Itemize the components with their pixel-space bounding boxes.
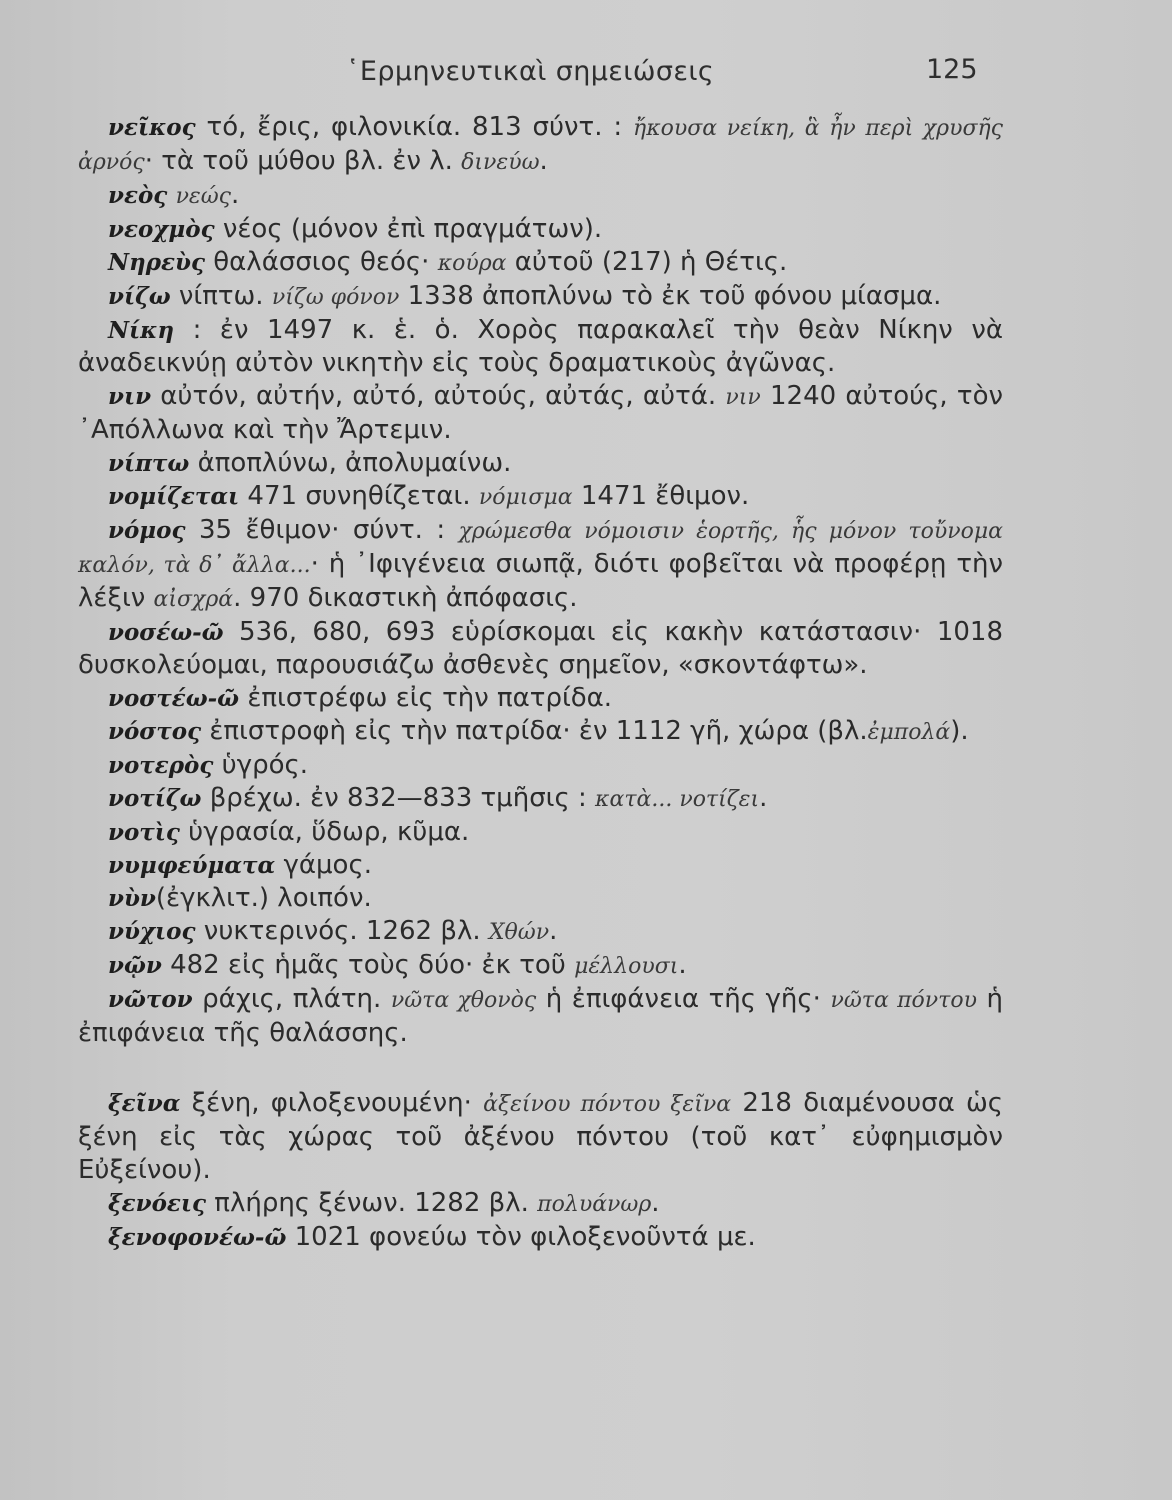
glossary-entry xyxy=(78,179,1003,213)
entry-text: ἡ ἐπιφάνεια τῆς γῆς· xyxy=(536,984,831,1014)
headword: νίζω xyxy=(108,283,171,310)
entry-text: 471 συνηθίζεται. xyxy=(239,481,479,511)
running-title: ῾Ερμηνευτικαὶ σημειώσεις xyxy=(346,56,715,87)
entry-text: αὐτοῦ (217) ἡ Θέτις. xyxy=(506,247,788,277)
italic-quote: ἀξείνου πόντου ξεῖνα xyxy=(483,1092,732,1117)
entry-text: πλήρης ξένων. 1282 βλ. xyxy=(206,1188,538,1218)
entry-text: 218 διαμένουσα ὡς ξένη εἰς τὰς χώρας τοῦ ἀξένου πόντου (τοῦ κατ᾿ εὐφημισμὸν Εὐξείνου). xyxy=(78,1088,1004,1185)
entry-text: ὑγρασία, ὕδωρ, κῦμα. xyxy=(179,817,470,847)
headword: νόστος xyxy=(108,718,202,745)
entry-text: βρέχω. ἐν 832—833 τμῆσις : xyxy=(201,783,596,813)
entry-text: 482 εἰς ἡμᾶς τοὺς δύο· ἐκ τοῦ xyxy=(161,950,575,980)
glossary-entry xyxy=(78,749,1003,782)
entry-text: ). xyxy=(950,716,969,746)
headword: νῷν xyxy=(108,952,162,979)
entry-text: · τὰ τοῦ μύθου βλ. ἐν λ. xyxy=(144,146,462,176)
glossary-entry xyxy=(78,111,1003,179)
entry-text: (ἐγκλιτ.) λοιπόν. xyxy=(155,883,372,913)
page-number: 125 xyxy=(926,54,978,85)
headword: νίπτω xyxy=(108,450,190,477)
entry-text: . xyxy=(539,146,548,176)
entry-text: νέος (μόνον ἐπὶ πραγμάτων). xyxy=(214,214,603,244)
headword: νυμφεύματα xyxy=(108,852,276,879)
entry-text: . xyxy=(549,916,558,946)
italic-quote: κούρα xyxy=(437,251,507,276)
headword: νιν xyxy=(108,383,152,410)
entry-text: ράχις, πλάτη. xyxy=(192,984,391,1014)
glossary-entry xyxy=(78,682,1003,715)
entry-text: θαλάσσιος θεός· xyxy=(205,247,438,277)
headword: νοσέω-ῶ xyxy=(108,619,224,646)
headword: νὺν xyxy=(108,885,156,912)
entry-text: γάμος. xyxy=(275,850,372,880)
headword: ξεῖνα xyxy=(108,1090,181,1117)
glossary-entry xyxy=(78,782,1003,816)
italic-quote: ἐμπολά xyxy=(867,720,951,745)
glossary-entry xyxy=(78,246,1003,280)
entry-text: : ἐν 1497 κ. ἑ. ὁ. Χορὸς παρακαλεῖ τὴν θεὰν Νίκην νὰ ἀναδεικνύῃ αὐτὸν νικητὴν εἰς τοὺς δραματικοὺς ἀγῶνας. xyxy=(78,315,1003,378)
entry-text xyxy=(167,180,175,210)
entry-text: 536, 680, 693 εὑρίσκομαι εἰς κακὴν κατάστασιν· 1018 δυσκολεύομαι, παρουσιάζω ἀσθενὲς σημεῖον, «σκοντάφτω». xyxy=(78,617,1003,680)
glossary-entry xyxy=(78,447,1003,480)
entry-text: 35 ἔθιμον· σύντ. : xyxy=(185,515,459,545)
entry-text: . 970 δικαστικὴ ἀπόφασις. xyxy=(233,583,578,613)
glossary-entry xyxy=(78,1087,1003,1187)
glossary-entry xyxy=(78,280,1003,314)
glossary-entry xyxy=(78,949,1003,983)
italic-quote: νεώς xyxy=(175,184,232,209)
italic-quote: νῶτα χθονὸς xyxy=(390,988,537,1013)
headword: Νηρεὺς xyxy=(108,249,205,276)
headword: νοτὶς xyxy=(108,819,180,846)
headword: νόμος xyxy=(108,517,186,544)
headword: νομίζεται xyxy=(108,483,240,510)
entry-text: αὐτόν, αὐτήν, αὐτό, αὐτούς, αὐτάς, αὐτά. xyxy=(151,381,726,411)
glossary-entry xyxy=(78,480,1003,514)
italic-quote: κατὰ... νοτίζει xyxy=(595,787,760,812)
entry-text: 1471 ἔθιμον. xyxy=(572,481,750,511)
headword: νύχιος xyxy=(108,918,196,945)
headword: Νίκη xyxy=(108,317,175,344)
headword: νοτερὸς xyxy=(108,752,214,779)
entry-text: τό, ἔρις, φιλονικία. 813 σύντ. : xyxy=(195,112,634,142)
page-header xyxy=(0,52,1172,92)
entry-text: · ἡ ᾿Ιφιγένεια σιωπᾷ, διότι φοβεῖται νὰ προφέρῃ τὴν λέξιν xyxy=(78,549,1004,613)
glossary-entry xyxy=(78,514,1003,616)
glossary-entry xyxy=(78,816,1003,849)
entry-text: 1338 ἀποπλύνω τὸ ἐκ τοῦ φόνου μίασμα. xyxy=(399,281,942,311)
italic-quote: πολυάνωρ xyxy=(537,1192,652,1217)
entry-text: ἀποπλύνω, ἀπολυμαίνω. xyxy=(189,448,512,478)
headword: νῶτον xyxy=(108,986,193,1013)
italic-quote: ἤκουσα νείκη, ἃ ἦν περὶ χρυσῆς ἀρνός xyxy=(78,116,1003,175)
glossary-entry xyxy=(78,314,1003,380)
headword: νοστέω-ῶ xyxy=(108,685,240,712)
glossary-entries xyxy=(78,111,1003,1254)
italic-quote: χρώμεσθα νόμοισιν ἑορτῆς, ἧς μόνον τοὔνομα καλόν, τὰ δ᾿ ἄλλα... xyxy=(78,519,1003,578)
headword: νοτίζω xyxy=(108,785,202,812)
entry-text: νυκτερινός. 1262 βλ. xyxy=(195,916,489,946)
glossary-entry xyxy=(78,213,1003,246)
entry-text: ἐπιστροφὴ εἰς τὴν πατρίδα· ἐν 1112 γῆ, χώρα (βλ. xyxy=(201,716,868,746)
glossary-entry xyxy=(78,1187,1003,1221)
headword: νεοχμὸς xyxy=(108,216,215,243)
headword: νεῖκος xyxy=(108,114,196,141)
entry-text: . xyxy=(651,1188,660,1218)
glossary-entry xyxy=(78,1221,1003,1254)
headword: ξενοφονέω-ῶ xyxy=(108,1224,287,1251)
entry-text: . xyxy=(759,783,768,813)
entry-text: ἡ ἐπιφάνεια τῆς θαλάσσης. xyxy=(78,984,1003,1048)
glossary-entry xyxy=(78,715,1003,749)
entry-text: ξένη, φιλοξενουμένη· xyxy=(180,1088,484,1118)
headword: νεὸς xyxy=(108,182,168,209)
glossary-entry xyxy=(78,380,1003,447)
glossary-entry xyxy=(78,915,1003,949)
italic-quote: μέλλουσι xyxy=(574,954,679,979)
glossary-entry xyxy=(78,983,1003,1050)
entry-text: ὑγρός. xyxy=(213,750,309,780)
glossary-entry xyxy=(78,616,1003,682)
entry-text: . xyxy=(231,180,240,210)
glossary-entry xyxy=(78,882,1003,915)
italic-quote: νόμισμα xyxy=(478,485,573,510)
entry-text: 1021 φονεύω τὸν φιλοξενοῦντά με. xyxy=(286,1222,756,1252)
italic-quote: αἰσχρά xyxy=(153,587,234,612)
italic-quote: δινεύω xyxy=(461,150,540,175)
headword: ξενόεις xyxy=(108,1190,207,1217)
entry-text: ἐπιστρέφω εἰς τὴν πατρίδα. xyxy=(239,683,613,713)
italic-quote: νίζω φόνον xyxy=(271,285,400,310)
italic-quote: νῶτα πόντου xyxy=(830,988,977,1013)
entry-text: νίπτω. xyxy=(170,281,272,311)
entry-text: . xyxy=(678,950,687,980)
italic-quote: Χθών xyxy=(488,920,550,945)
glossary-entry xyxy=(78,849,1003,882)
entry-text: 1240 αὐτούς, τὸν ᾿Απόλλωνα καὶ τὴν Ἄρτεμιν. xyxy=(78,381,1004,445)
italic-quote: νιν xyxy=(725,385,761,410)
